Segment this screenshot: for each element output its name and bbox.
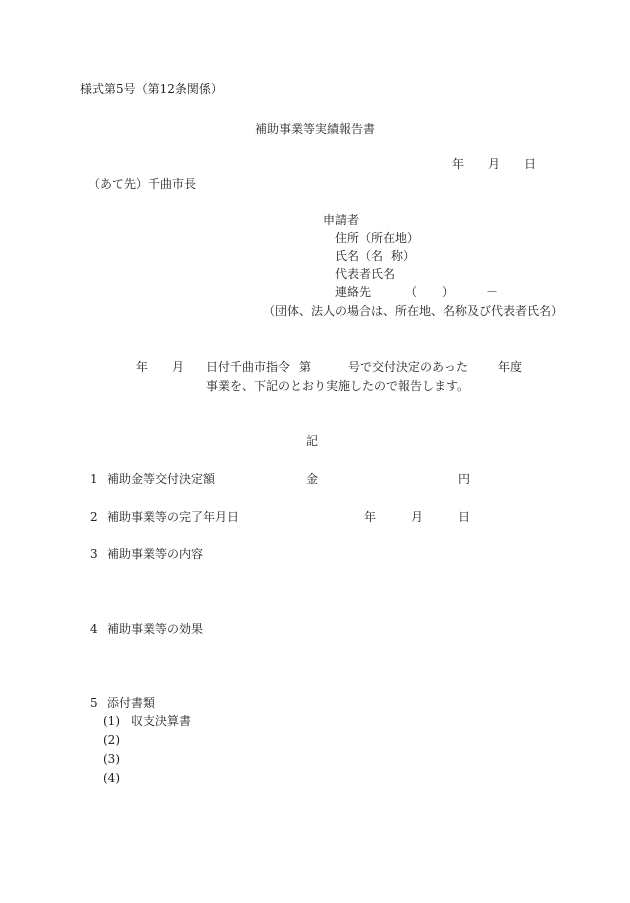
item-4-label: 補助事業等の効果 bbox=[107, 622, 204, 636]
page-title: 補助事業等実績報告書 bbox=[255, 122, 376, 136]
ki-heading: 記 bbox=[306, 434, 319, 448]
statement-year: 年 bbox=[136, 360, 149, 374]
statement-month: 月 bbox=[172, 360, 185, 374]
item-1-yen: 円 bbox=[458, 472, 471, 486]
applicant-note: （団体、法人の場合は、所在地、名称及び代表者氏名） bbox=[263, 304, 564, 318]
item-2-label: 補助事業等の完了年月日 bbox=[107, 510, 240, 524]
item-5-label: 添付書類 bbox=[107, 696, 156, 710]
item-2-day: 日 bbox=[458, 510, 471, 524]
date-day: 日 bbox=[524, 157, 537, 171]
item-2-number: 2 bbox=[90, 510, 98, 524]
statement-line2: 事業を、下記のとおり実施したので報告します。 bbox=[206, 379, 470, 393]
contact-paren-close: ） bbox=[442, 285, 455, 299]
applicant-representative-label: 代表者氏名 bbox=[335, 267, 396, 281]
item-5-number: 5 bbox=[90, 696, 98, 710]
contact-dash: － bbox=[486, 285, 499, 299]
statement-part1: 日付千曲市指令 bbox=[206, 360, 291, 374]
item-3-label: 補助事業等の内容 bbox=[107, 547, 204, 561]
addressee: （あて先）千曲市長 bbox=[88, 177, 197, 191]
item-2-year: 年 bbox=[364, 510, 377, 524]
item-1-label: 補助金等交付決定額 bbox=[107, 472, 216, 486]
item-1-kin: 金 bbox=[306, 472, 319, 486]
applicant-name-label-suffix: 称） bbox=[391, 249, 416, 263]
attachment-1-number: (1) bbox=[103, 714, 120, 728]
statement-part2: 号で交付決定のあった bbox=[348, 360, 468, 374]
applicant-address-label: 住所（所在地） bbox=[335, 231, 420, 245]
attachment-3-number: (3) bbox=[103, 752, 120, 766]
statement-dai: 第 bbox=[299, 360, 312, 374]
applicant-contact-label: 連絡先 bbox=[335, 285, 372, 299]
item-4-number: 4 bbox=[90, 622, 98, 636]
date-month: 月 bbox=[488, 157, 501, 171]
item-1-number: 1 bbox=[90, 472, 98, 486]
attachment-1-label: 収支決算書 bbox=[131, 714, 192, 728]
applicant-heading: 申請者 bbox=[323, 213, 360, 227]
attachment-2-number: (2) bbox=[103, 733, 120, 747]
attachment-4-number: (4) bbox=[103, 771, 120, 785]
applicant-name-label: 氏名（名 bbox=[335, 249, 384, 263]
statement-nendo: 年度 bbox=[498, 360, 523, 374]
form-number: 様式第5号（第12条関係） bbox=[80, 82, 223, 96]
item-3-number: 3 bbox=[90, 547, 98, 561]
item-2-month: 月 bbox=[411, 510, 424, 524]
contact-paren-open: （ bbox=[405, 285, 418, 299]
date-year: 年 bbox=[452, 157, 465, 171]
